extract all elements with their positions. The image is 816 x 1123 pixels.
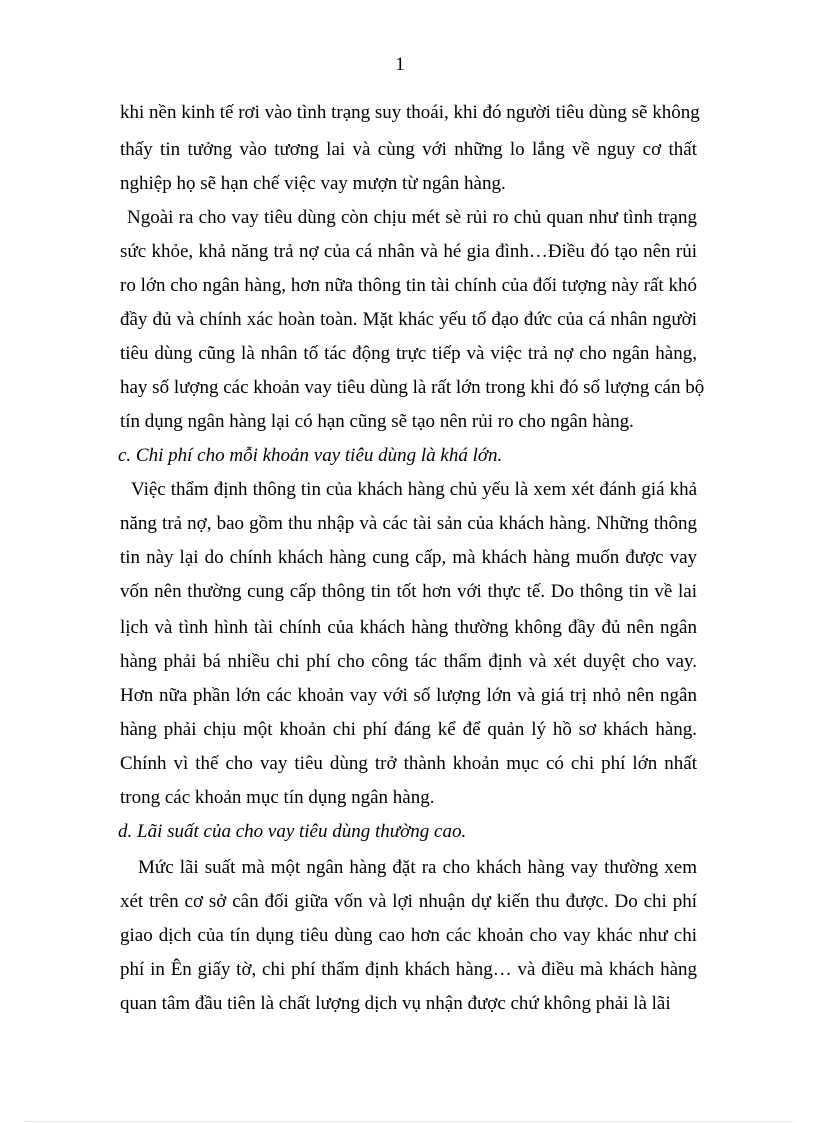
text-line: khi nền kinh tế rơi vào tình trạng suy thoái, khi đó người tiêu dùng sẽ không [120, 102, 700, 123]
text-line: tín dụng ngân hàng lại có hạn cũng sẽ tạo nên rủi ro cho ngân hàng. [120, 411, 634, 432]
text-line: xét trên cơ sở cân đối giữa vốn và lợi nhuận dự kiến thu được. Do chi phí [120, 891, 697, 912]
text-line: nghiệp họ sẽ hạn chế việc vay mượn từ ngân hàng. [120, 173, 506, 194]
paragraph-first-line: Ngoài ra cho vay tiêu dùng còn chịu mét sè rủi ro chủ quan như tình trạng [127, 207, 697, 228]
text-line: thấy tin tưởng vào tương lai và cùng với những lo lắng về nguy cơ thất [120, 139, 697, 160]
text-line: đầy đủ và chính xác hoàn toàn. Mặt khác yếu tố đạo đức của cá nhân người [120, 309, 697, 330]
text-line: lịch và tình hình tài chính của khách hàng thường không đầy đủ nên ngân [120, 617, 697, 638]
page-number: 1 [395, 54, 405, 75]
text-line: Hơn nữa phần lớn các khoản vay với số lượng lớn và giá trị nhỏ nên ngân [120, 685, 697, 706]
text-line: tin này lại do chính khách hàng cung cấp, mà khách hàng muốn được vay [120, 547, 697, 568]
section-heading-d: d. Lãi suất của cho vay tiêu dùng thường cao. [118, 821, 467, 842]
section-heading-c: c. Chi phí cho mỗi khoản vay tiêu dùng là khá lớn. [118, 445, 503, 466]
text-line: tiêu dùng cũng là nhân tố tác động trực tiếp và việc trả nợ cho ngân hàng, [120, 343, 697, 364]
text-line: hay số lượng các khoản vay tiêu dùng là rất lớn trong khi đó số lượng cán bộ [120, 377, 705, 398]
text-line: giao dịch của tín dụng tiêu dùng cao hơn các khoản cho vay khác như chi [120, 925, 697, 946]
text-line: trong các khoản mục tín dụng ngân hàng. [120, 787, 435, 808]
text-line: quan tâm đầu tiên là chất lượng dịch vụ nhận được chứ không phải là lãi [120, 993, 671, 1014]
text-line: hàng phải bá nhiều chi phí cho công tác thẩm định và xét duyệt cho vay. [120, 651, 697, 672]
text-line: hàng phải chịu một khoản chi phí đáng kể để quản lý hồ sơ khách hàng. [120, 719, 697, 740]
text-line: năng trả nợ, bao gồm thu nhập và các tài sản của khách hàng. Những thông [120, 513, 697, 534]
page-bottom-rule [24, 1121, 794, 1122]
paragraph-first-line: Việc thẩm định thông tin của khách hàng chủ yếu là xem xét đánh giá khả [131, 479, 697, 500]
text-line: vốn nên thường cung cấp thông tin tốt hơn với thực tế. Do thông tin về lai [120, 581, 697, 602]
text-line: sức khỏe, khả năng trả nợ của cá nhân và hé gia đình…Điều đó tạo nên rủi [120, 241, 697, 262]
text-line: Chính vì thế cho vay tiêu dùng trở thành khoản mục có chi phí lớn nhất [120, 753, 697, 774]
text-line: ro lớn cho ngân hàng, hơn nữa thông tin tài chính của đối tượng này rất khó [120, 275, 697, 296]
paragraph-first-line: Mức lãi suất mà một ngân hàng đặt ra cho khách hàng vay thường xem [138, 857, 697, 878]
text-line: phí in Ên giấy tờ, chi phí thẩm định khách hàng… và điều mà khách hàng [120, 959, 697, 980]
